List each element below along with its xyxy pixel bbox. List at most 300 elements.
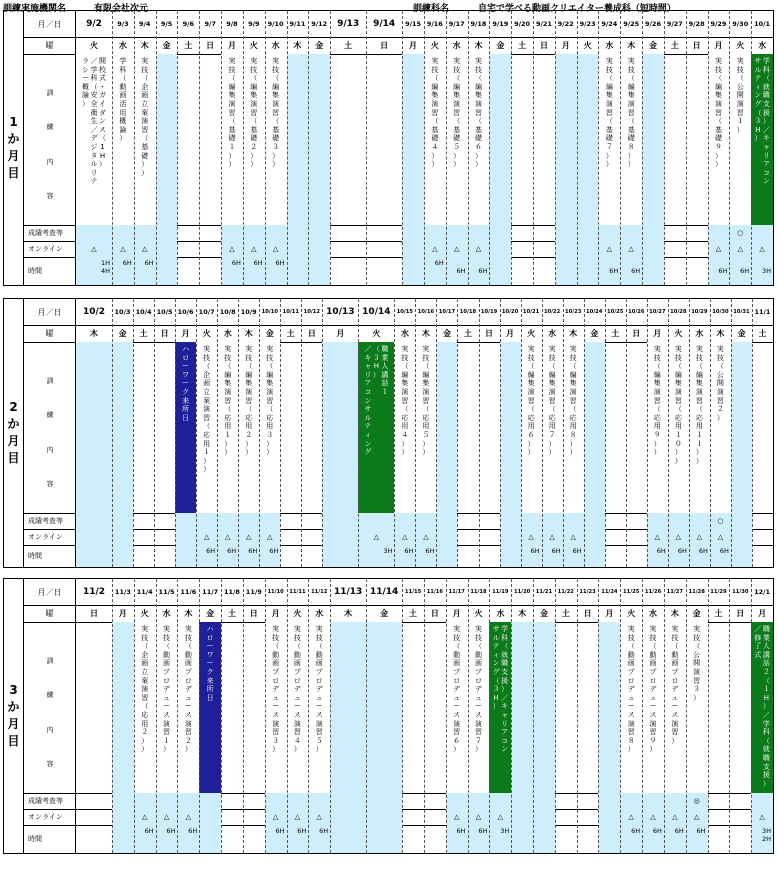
training-content-text: 実 技 （ 公 開 演 習 ３ ）: [693, 625, 701, 702]
hours-value: 6H: [530, 547, 540, 555]
column-divider: [436, 299, 437, 567]
training-content-cell: [259, 342, 280, 513]
hours-value: 6H: [188, 827, 198, 835]
hours-value: 3H: [383, 547, 393, 555]
date-cell: 9/12: [311, 20, 328, 28]
dow-cell: 火: [90, 41, 98, 50]
dow-cell: 木: [569, 329, 578, 338]
column-divider: [287, 11, 288, 285]
training-content-text: 実 技 （ 動 画 プ ロ デ ュ ー ス 演 習 ２ ）: [184, 625, 192, 754]
training-content-text: 実 技 （ 編 集 演 習 （ 応 用 ５ ） ）: [422, 345, 430, 457]
column-divider: [265, 579, 266, 853]
online-mark: △: [423, 533, 429, 541]
month-title-char: か: [7, 132, 20, 146]
content-row-label-char: 容: [46, 759, 54, 768]
dow-cell: 月: [336, 329, 345, 338]
online-mark: △: [163, 813, 170, 821]
column-divider: [358, 299, 359, 567]
training-content-text: 実 技 （ 編 集 演 習 （ 応 用 １ ０ ） ）: [674, 345, 682, 465]
dow-cell: 月: [227, 41, 236, 50]
column-divider: [708, 579, 709, 853]
date-cell: 9/22: [557, 20, 574, 28]
training-content-cell: [243, 54, 265, 225]
month-title: [4, 11, 24, 285]
date-cell: 9/23: [579, 20, 596, 28]
date-cell: 9/11: [289, 20, 306, 28]
training-content-text: 実 技 （ 公 開 演 習 ２ ）: [716, 345, 724, 422]
column-divider: [751, 579, 752, 853]
date-cell: 10/20: [501, 309, 519, 315]
training-content-cell: [177, 622, 199, 793]
weekday-column-bg: [308, 54, 330, 285]
training-content-cell: [729, 54, 751, 225]
training-content-text: 実 技 （ 編 集 演 習 （ 応 用 １ ） ）: [224, 345, 232, 457]
column-divider: [134, 11, 135, 285]
dow-cell: 月: [118, 609, 127, 618]
date-cell: 11/1: [754, 308, 771, 316]
weekday-column-bg: [366, 622, 402, 853]
dow-cell: 木: [670, 609, 679, 618]
dow-cell: 水: [271, 41, 280, 50]
online-mark: △: [294, 813, 301, 821]
online-mark: △: [628, 813, 634, 821]
training-content-cell: [542, 342, 563, 513]
dow-cell: 土: [714, 609, 723, 618]
date-cell: 10/14: [362, 307, 391, 317]
content-row-label-char: 内: [46, 725, 54, 734]
hours-value: 6H: [231, 259, 241, 267]
online-mark: △: [654, 533, 660, 541]
column-divider: [605, 299, 606, 567]
training-content-cell: [394, 342, 415, 513]
dow-cell: 日: [430, 609, 439, 618]
weekday-column-bg: [511, 622, 533, 853]
online-mark: △: [675, 533, 682, 541]
column-divider: [301, 299, 302, 567]
content-row-label-char: 練: [46, 123, 54, 132]
dow-cell: 土: [463, 329, 472, 338]
date-cell: 10/15: [396, 309, 414, 315]
dow-cell: 水: [118, 41, 127, 50]
dow-cell: 月: [561, 41, 570, 50]
column-divider: [542, 299, 543, 567]
training-content-text: 実 技 （ 編 集 演 習 （ 応 用 ６ ） ）: [527, 345, 535, 457]
column-divider: [177, 579, 178, 853]
column-divider: [626, 299, 627, 567]
online-mark: △: [759, 245, 765, 253]
training-content-cell: [620, 622, 642, 793]
training-content-cell: [358, 342, 394, 513]
column-divider: [133, 299, 134, 567]
date-cell: 10/27: [649, 309, 666, 315]
content-row-label-char: 訓: [46, 377, 54, 386]
column-divider: [708, 11, 709, 285]
dow-cell: 月: [271, 609, 280, 618]
column-divider: [731, 299, 732, 567]
training-content-text: 実 技 （ 編 集 演 習 （ 応 用 ９ ） ）: [653, 345, 661, 457]
column-divider: [259, 299, 260, 567]
column-divider: [394, 299, 395, 567]
hours-value: 6H: [269, 547, 279, 555]
date-cell: 10/12: [303, 309, 320, 315]
column-divider: [729, 11, 730, 285]
dow-cell: 金: [539, 609, 548, 618]
month-title-char: 3: [9, 683, 18, 697]
online-mark: △: [229, 245, 235, 253]
column-divider: [134, 579, 135, 853]
date-cell: 10/11: [282, 309, 299, 315]
training-content-text: 実 技 （ 編 集 演 習 （ 基 礎 ５ ） ）: [453, 57, 461, 169]
online-mark: △: [432, 245, 438, 253]
column-divider: [533, 579, 534, 853]
date-cell: 11/23: [579, 589, 596, 595]
column-divider: [199, 579, 200, 853]
column-divider: [265, 11, 266, 285]
training-content-cell: [134, 622, 156, 793]
column-divider: [598, 11, 599, 285]
column-divider: [308, 579, 309, 853]
date-cell: 9/17: [448, 20, 465, 28]
training-content-text: 実 技 （ 編 集 演 習 （ 応 用 ２ ） ）: [245, 345, 253, 457]
dow-cell: 木: [90, 329, 98, 338]
dow-cell: 土: [139, 329, 148, 338]
weekday-column-bg: [642, 54, 664, 285]
month-title-char: 月: [7, 149, 20, 163]
hours-value: 6H: [609, 267, 619, 275]
training-content-text: 実 技 （ 動 画 プ ロ デ ュ ー ス 演 習 １ ）: [163, 625, 171, 754]
date-cell: 10/2: [82, 307, 106, 317]
hours-value: 6H: [144, 259, 154, 267]
dow-cell: 日: [307, 329, 316, 338]
dow-cell: 日: [692, 41, 701, 50]
training-content-text: ／ 修 了 式: [754, 625, 762, 659]
dow-cell: 日: [632, 329, 641, 338]
column-divider: [598, 579, 599, 853]
dow-cell: 火: [249, 41, 258, 50]
training-content-cell: [751, 622, 773, 793]
hours-value: 6H: [631, 267, 641, 275]
training-content-text: 学 科 （ 就 職 支 援 ） ／ キ ャ リ ア コ ン: [501, 625, 509, 754]
training-content-text: 職 業 人 講 話 ２ （ １ H ） ／ 学 科 （ 就 職 支 援 ）: [762, 625, 770, 788]
date-cell: 9/25: [623, 20, 640, 28]
training-content-cell: [521, 342, 542, 513]
dow-cell: 火: [474, 609, 483, 618]
weekday-column-bg: [287, 54, 309, 285]
training-content-text: 実 技 （ 編 集 演 習 （ 基 礎 ２ ） ）: [250, 57, 258, 169]
hours-value: 6H: [718, 267, 728, 275]
training-content-cell: [112, 54, 134, 225]
column-divider: [479, 299, 480, 567]
dow-cell: 木: [421, 329, 430, 338]
column-divider: [555, 579, 556, 853]
column-divider: [647, 299, 648, 567]
column-divider: [243, 11, 244, 285]
dow-cell: 金: [315, 41, 324, 50]
date-cell: 11/3: [114, 588, 131, 596]
date-cell: 10/22: [543, 309, 561, 315]
training-content-cell: [468, 622, 490, 793]
online-mark: △: [402, 533, 408, 541]
hours-value: 6H: [144, 827, 154, 835]
date-cell: 10/7: [198, 308, 215, 316]
date-cell: 11/15: [404, 589, 422, 595]
online-mark: △: [142, 813, 148, 821]
training-content-text: 実 技 （ 編 集 演 習 （ 応 用 ８ ） ）: [569, 345, 577, 457]
hours-value: 3H: [500, 827, 510, 835]
date-cell: 9/28: [688, 20, 705, 28]
org-label: 訓練実施機関名: [3, 4, 67, 14]
dow-cell: 火: [527, 329, 536, 338]
dow-cell: 月: [181, 329, 190, 338]
column-divider: [330, 579, 331, 853]
online-mark: △: [549, 533, 555, 541]
training-content-text: 実 技 （ 動 画 プ ロ デ ュ ー ス 演 習 ６ ）: [453, 625, 461, 754]
course-name: 自宅で学べる動画クリエイター養成科（短時間）: [478, 4, 676, 14]
column-divider: [446, 11, 447, 285]
date-cell: 11/27: [666, 589, 683, 595]
training-content-text: 実 技 （ 企 画 立 案 演 習 （ 基 礎 ） ）: [141, 57, 149, 177]
schedule-block: [3, 578, 774, 854]
online-mark: △: [224, 533, 231, 541]
training-content-cell: [489, 622, 511, 793]
column-divider: [533, 11, 534, 285]
hours-value: 6H: [253, 259, 263, 267]
training-content-cell: [76, 54, 112, 225]
online-mark: △: [267, 533, 273, 541]
training-content-cell: [686, 622, 708, 793]
hours-row-label: 時間: [24, 825, 76, 853]
online-row-label: オンライン: [24, 809, 76, 825]
dow-cell: 土: [758, 329, 767, 338]
date-cell: 11/22: [557, 589, 574, 595]
date-cell: 9/29: [710, 20, 727, 28]
column-divider: [620, 579, 621, 853]
training-content-text: 実 技 （ 編 集 演 習 （ 基 礎 ９ ） ）: [714, 57, 722, 169]
dow-cell: 土: [227, 609, 236, 618]
column-divider: [620, 11, 621, 285]
column-divider: [489, 11, 490, 285]
training-content-text: 実 技 （ 企 画 立 案 演 習 （ 応 用 ２ ） ）: [141, 625, 149, 754]
dow-row-label: 曜: [24, 605, 76, 622]
dow-cell: 日: [160, 329, 169, 338]
date-row-label: 月／日: [24, 579, 76, 605]
hours-value: 6H: [404, 547, 414, 555]
column-divider: [521, 299, 522, 567]
date-cell: 9/21: [535, 20, 552, 28]
hours-row-label: 時間: [24, 257, 76, 285]
date-cell: 11/12: [311, 589, 328, 595]
column-divider: [221, 579, 222, 853]
training-content-text: ／ 学 科 （ 安 全 衛 生 ／ デ ジ タ ル リ テ: [90, 57, 98, 186]
date-cell: 10/8: [219, 308, 236, 316]
column-divider: [584, 299, 585, 567]
hours-value: 6H: [275, 259, 285, 267]
dow-cell: 水: [649, 609, 658, 618]
date-row-label: 月／日: [24, 299, 76, 325]
dow-cell: 水: [758, 41, 767, 50]
column-divider: [280, 299, 281, 567]
date-cell: 9/13: [337, 19, 360, 29]
training-content-text: 実 技 （ 動 画 プ ロ デ ュ ー ス 演 習 ）: [671, 625, 679, 745]
date-cell: 9/14: [373, 19, 396, 29]
dow-cell: 土: [561, 609, 570, 618]
date-cell: 11/9: [245, 588, 262, 596]
column-divider: [366, 11, 367, 285]
date-cell: 10/28: [670, 309, 687, 315]
dow-cell: 金: [496, 41, 505, 50]
column-divider: [424, 579, 425, 853]
column-divider: [577, 11, 578, 285]
online-mark: △: [373, 533, 380, 541]
date-cell: 12/1: [754, 588, 771, 596]
dow-cell: 月: [714, 41, 723, 50]
date-cell: 10/25: [607, 309, 624, 315]
weekday-column-bg: [533, 622, 555, 853]
month-title-char: 目: [7, 451, 20, 465]
dow-cell: 火: [674, 329, 683, 338]
column-divider: [457, 299, 458, 567]
training-content-text: 実 技 （ 動 画 プ ロ デ ュ ー ス 演 習 ４ ）: [293, 625, 301, 754]
column-divider: [446, 579, 447, 853]
month-title: [4, 579, 24, 853]
month-title-char: か: [7, 417, 20, 431]
weekday-column-bg: [584, 342, 605, 567]
date-cell: 11/26: [644, 589, 662, 595]
online-mark: △: [672, 813, 678, 821]
dow-cell: 木: [716, 329, 725, 338]
dow-cell: 木: [184, 609, 193, 618]
training-content-text: 実 技 （ 編 集 演 習 （ 応 用 ４ ） ）: [401, 345, 409, 457]
dow-cell: 火: [140, 609, 149, 618]
dow-cell: 月: [605, 609, 614, 618]
column-divider: [175, 299, 176, 567]
schedule-block: [3, 298, 774, 568]
dow-cell: 日: [539, 41, 548, 50]
column-divider: [415, 299, 416, 567]
hours-value: 6H: [677, 547, 687, 555]
training-content-cell: [642, 622, 664, 793]
training-content-text: 実 技 （ 編 集 演 習 （ 基 礎 ４ ） ）: [431, 57, 439, 169]
dow-cell: 木: [474, 41, 483, 50]
dow-cell: 月: [452, 609, 461, 618]
grade-row-label: 成績考査等: [24, 793, 76, 809]
online-mark: △: [737, 245, 743, 253]
column-divider: [710, 299, 711, 567]
hours-value: 6H: [456, 827, 466, 835]
month-title-char: 目: [7, 734, 20, 748]
hours-value: 6H: [719, 547, 729, 555]
column-divider: [686, 11, 687, 285]
online-mark: △: [696, 533, 703, 541]
hours-value: 3H: [761, 267, 771, 275]
training-content-text: 実 技 （ 編 集 演 習 （ 基 礎 ８ ） ）: [627, 57, 635, 169]
date-cell: 11/14: [369, 587, 399, 597]
date-cell: 10/23: [564, 309, 582, 315]
column-divider: [729, 579, 730, 853]
date-cell: 9/8: [226, 20, 238, 28]
date-cell: 10/24: [586, 309, 603, 315]
training-content-cell: [446, 622, 468, 793]
weekday-column-bg: [489, 54, 511, 285]
training-content-cell: [265, 54, 287, 225]
date-cell: 10/3: [114, 308, 131, 316]
hours-value: 6H: [248, 547, 258, 555]
dow-cell: 日: [380, 41, 389, 50]
hours-value: 6H: [319, 827, 329, 835]
column-divider: [664, 11, 665, 285]
online-row-label: オンライン: [24, 241, 76, 257]
content-row-label: [24, 54, 76, 225]
date-cell: 11/13: [333, 587, 363, 597]
month-title-char: 月: [7, 717, 20, 731]
column-divider: [287, 579, 288, 853]
dow-cell: 水: [605, 41, 614, 50]
training-content-cell: [446, 54, 468, 225]
content-row-label-char: 容: [46, 191, 54, 200]
training-content-cell: [689, 342, 710, 513]
date-cell: 9/18: [470, 20, 487, 28]
date-cell: 11/4: [136, 588, 153, 596]
training-content-cell: [156, 622, 178, 793]
online-mark: △: [650, 813, 656, 821]
date-cell: 10/5: [156, 308, 173, 316]
dow-cell: 金: [692, 609, 701, 618]
date-row-label: 月／日: [24, 11, 76, 37]
column-divider: [330, 11, 331, 285]
online-mark: △: [628, 245, 634, 253]
hours-value: 1H 4H: [100, 259, 110, 275]
hours-value: 6H: [456, 267, 466, 275]
training-content-text: 実 技 （ 編 集 演 習 （ 基 礎 ７ ） ）: [605, 57, 613, 169]
date-cell: 11/16: [426, 589, 444, 595]
column-divider: [752, 299, 753, 567]
training-content-cell: [647, 342, 668, 513]
org-name: 有限会社次元: [94, 4, 149, 14]
dow-cell: 金: [206, 609, 215, 618]
weekday-column-bg: [577, 54, 599, 285]
weekday-column-bg: [156, 54, 178, 285]
date-cell: 10/21: [522, 309, 540, 315]
dow-cell: 水: [315, 609, 324, 618]
column-divider: [511, 579, 512, 853]
dow-cell: 水: [400, 329, 409, 338]
dow-cell: 火: [627, 609, 636, 618]
online-mark: △: [272, 245, 279, 253]
dow-cell: 金: [590, 329, 599, 338]
dow-cell: 日: [249, 609, 258, 618]
content-row-label-char: 容: [46, 479, 54, 488]
training-content-cell: [620, 54, 642, 225]
column-divider: [511, 11, 512, 285]
dow-cell: 水: [695, 329, 704, 338]
date-cell: 10/1: [754, 20, 771, 28]
dow-row-label: 曜: [24, 37, 76, 54]
dow-cell: 火: [202, 329, 211, 338]
date-cell: 9/5: [160, 20, 173, 28]
date-cell: 9/26: [645, 20, 661, 28]
column-divider: [221, 11, 222, 285]
date-cell: 9/27: [666, 20, 683, 28]
training-content-cell: [751, 54, 773, 225]
date-cell: 11/24: [601, 589, 618, 595]
hours-row-label: 時間: [24, 545, 76, 567]
training-content-cell: [217, 342, 238, 513]
date-cell: 11/5: [158, 588, 175, 596]
column-divider: [196, 299, 197, 567]
dow-cell: 月: [409, 41, 418, 50]
dow-cell: 火: [293, 609, 302, 618]
date-cell: 9/24: [601, 20, 618, 28]
